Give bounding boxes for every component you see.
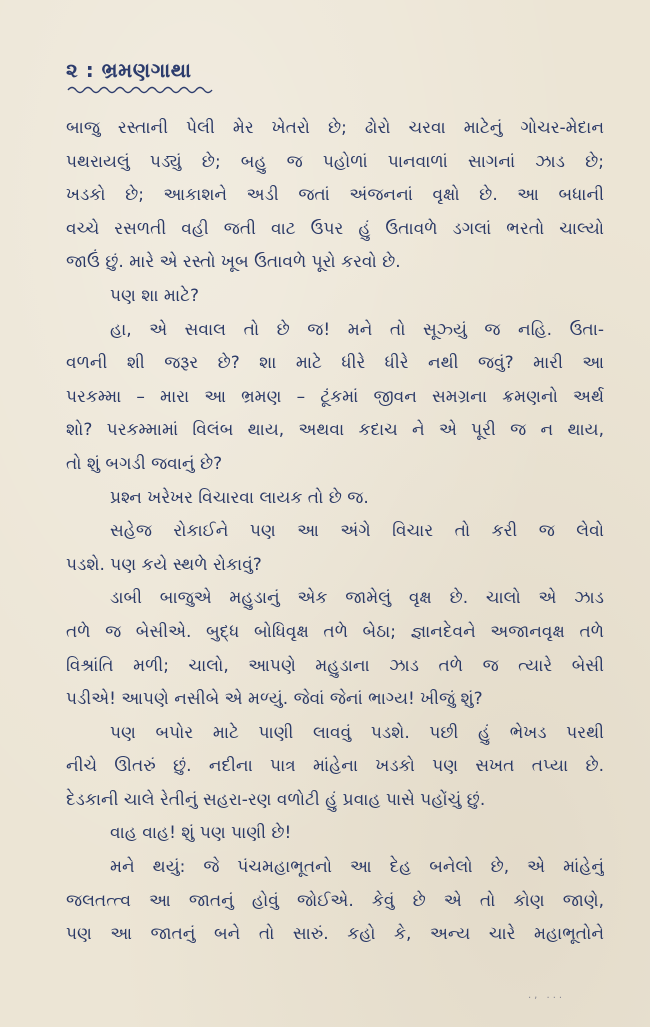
text-line: પણ શા માટે? [110,285,200,306]
text-line: જલતત્ત્વ આ જાતનું હોવું જોઈએ. કેવું છે એ તો કોણ જાણે, [66,890,604,911]
chapter-header [66,58,216,96]
text-line: પડશે. પણ કયે સ્થળે રોકાવું? [66,554,262,575]
text-line: દેડકાની ચાલે રેતીનું સહરા-રણ વળોટી હું પ્રવાહ પાસે પહોંચું છું. [66,789,486,810]
text-line: ખડકો છે; આકાશને અડી જતાં અંજનનાં વૃક્ષો છે. આ બધાની [66,185,604,206]
text-line: પરકમ્મા – મારા આ ભ્રમણ – ટૂંકમાં જીવન સમગ્રના ક્રમણનો અર્થ [66,386,604,407]
text-line: શો? પરકમ્મામાં વિલંબ થાય, અથવા કદાચ ને એ પૂરી જ ન થાય, [66,420,604,441]
text-line: વાહ વાહ! શું પણ પાણી છે! [110,823,292,844]
text-line: વચ્ચે રસળતી વહી જતી વાટ ઉપર હું ઉતાવળે ડગલાં ભરતો ચાલ્યો [66,218,604,239]
text-line: વળની શી જરૂર છે? શા માટે ધીરે ધીરે નથી જવું? મારી આ [66,353,604,374]
text-line: તો શું બગડી જવાનું છે? [66,453,223,474]
text-line: પથરાયલું પડ્યું છે; બહુ જ પહોળાં પાનવાળાં સાગનાં ઝાડ છે; [66,151,604,172]
text-line: તળે જ બેસીએ. બુદ્ધ બોધિવૃક્ષ તળે બેઠા; જ્ઞાનદેવને અજાનવૃક્ષ તળે [66,621,604,642]
text-line: જાઉં છું. મારે એ રસ્તો ખૂબ ઉતાવળે પૂરો કરવો છે. [66,252,401,273]
text-line: પણ આ જાતનું બને તો સારું. કહો કે, અન્ય ચારે મહાભૂતોને [66,924,604,945]
page-corner-mark: ., ... [528,990,566,1001]
chapter-title: ૨ : ભ્રમણગાથા [66,58,192,82]
text-line: હા, એ સવાલ તો છે જ! મને તો સૂઝ્યું જ નહિ. ઉતા- [110,319,604,340]
body-text [66,112,604,952]
text-line: પણ બપોર માટે પાણી લાવવું પડશે. પછી હું ભેખડ પરથી [110,722,604,743]
text-line: ડાબી બાજુએ મહુડાનું એક જામેલું વૃક્ષ છે. ચાલો એ ઝાડ [110,588,604,609]
text-line: મને થયું: જે પંચમહાભૂતનો આ દેહ બનેલો છે, એ માંહેનું [110,857,604,878]
text-line: બાજુ રસ્તાની પેલી મેર ખેતરો છે; ઢોરો ચરવા માટેનું ગોચર-મેદાન [66,118,604,138]
text-line: પ્રશ્ન ખરેખર વિચારવા લાયક તો છે જ. [110,487,369,508]
text-line: વિશ્રાંતિ મળી; ચાલો, આપણે મહુડાના ઝાડ તળે જ ત્યારે બેસી [66,655,604,676]
wavy-underline-ornament [66,84,216,96]
text-line: પડીએ! આપણે નસીબે એ મળ્યું. જેવાં જેનાં ભાગ્ય! ખીજું શું? [66,689,483,710]
text-line: નીચે ઊતરું છું. નદીના પાત્ર માંહેના ખડકો પણ સખત તપ્યા છે. [66,756,604,777]
text-line: સહેજ રોકાઈને પણ આ અંગે વિચાર તો કરી જ લેવો [110,521,604,542]
